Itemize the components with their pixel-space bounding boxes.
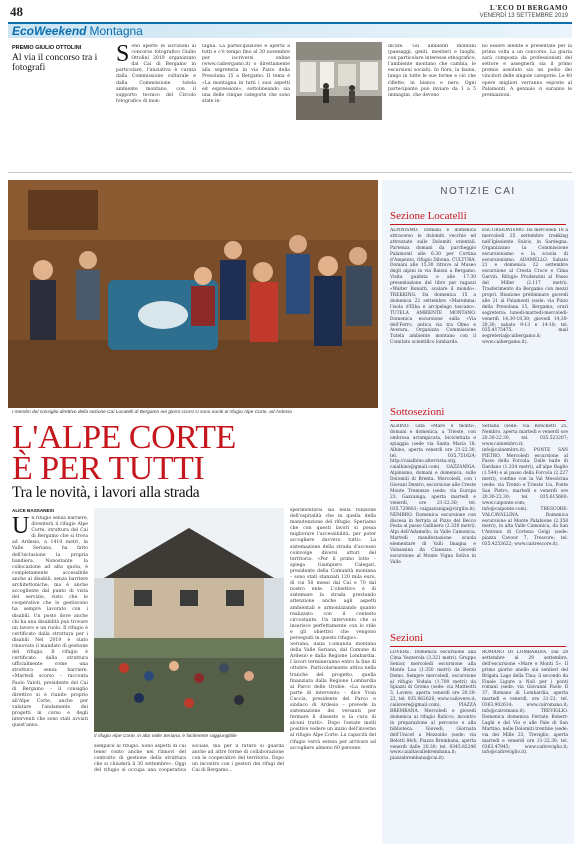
issue-date: VENERDÌ 13 SETTEMBRE 2019 bbox=[479, 13, 568, 19]
sidebar-sezioni-col1: LOVERE. Domenica escursione alla Cima Vezzerola (3.321 metri). Gruppo Senior, mercoledì escursione alla Monte Loa (1.350 metri) da Berzo Demo. Sempre mercoledì, escursione al rifugio Vodala (1.700 metri) da Spiazzi di Gromo (sede: via Matteotti 3, Lovere, aperta venerdì ore 20.30-22, tel. 035.962626; www.cailovere.it; cailovere@gmail.com). PIAZZA BREMBANA. Mercoledì e giovedì domenica ai rifugio Balicco, incontro in preparazione al percorso e alla biblioteca. Giovedì, Giornata dell'Unicef a Mezzoldo (sede: via Belotti 84/b, Piazza Brembana, aperta venerdì dalle 20.30; tel. 0345.82246 www.caialtavallebrembana.it; piazzabrembana@cai.it). bbox=[390, 650, 476, 762]
top-story-col4: no essere inedite e presentate per la prima volta a un concorso. La giuria sarà composta da professionisti del settore e assegnerà sia il primo premio assoluto sia un podio dei vincitori delle singole categorie. Le 40 opere migliori verranno esposte al Palamonti. A gennaio ci saranno le premiazioni. bbox=[482, 44, 572, 98]
masthead bbox=[480, 4, 568, 20]
main-story-col1-text: n rifugio senza barriere, diventerà il rifugio Alpe Corte, struttura del Cai di Bergamo che si trova ad Ardesio, a 1410 metri, in Valle Seriana, ha fatto dell'inclusione la propria bandiera. Nonostante la collocazione ad alta quota, è completamente accessibile anche ai disabili, senza barriere architettoniche, ma è anche accogliente dal punto di vista del servizio, visto che le cooperative che lo gestiscono ha sempre lavorato con i disabili. Un posto dove anche chi ha una disabilità può trovare un lavoro e un ruolo. Il rifugio è certificato dalla struttura per i disabili Nel 2019 è stato rinnovato il mandato di gestione del rifugio. Il rifugio è certificato dalla struttura ufficialmente come una struttura senza barriere. «Martedì scorso – racconta Paolo Valoti, presidente del Cai di Bergamo – il consiglio direttivo si è riunito proprio all'Alpe Corte, anche per valutare l'andamento dei progetti in corso e degli interventi che sono stati avviati quest'anno. bbox=[12, 516, 88, 729]
main-title bbox=[12, 419, 380, 487]
section-primary: EcoWeekend bbox=[12, 24, 87, 38]
sidebar-sezioni-col2: ROMANO DI LOMBARDIA. Dal 28 settembre al 29 settembre, dell'escursione «Mare e Monti 5». Il primo giorno anello sui sentieri del Brigata Lago della Tina; il secondo da Finale Ligure a Noli per i ponti romani (sede: via Giovanni Paolo II 37, Romano di Lombardia, aperta martedì e venerdì, ore 21-23, tel. 0363.902614; www.cairomano.it; info@cairomano.it). TREVIGLIO. Domenica domenica Ferrate Bobert-Laghi e del Vio e alle Pale di San Martino, nelle Dolomiti trentine (sede: via dei Mille 23, Treviglio, aperta martedì e venerdì ore 21-22.30; tel. 0363.47945; www.caitreviglio.it; info@caitreviglio.it). bbox=[482, 650, 568, 756]
sidebar-sottosezioni-col1: ALBINO. Gita «Mare e monti», domani e domenica, a Trieste, con ombrosa arrampicata, biciclettata e spiaggia (sede via Santa Maria 18, Albino, aperta venerdì ore 21-22.30, tel. 035.751624; http://caialbino.altervista.org, caialbino@gmail.com). GAZZANIGA. Alpinismo, domani e domenica, sulle Dolomiti di Brenta. Mercoledì, con i Giovani Dentro, escursione alle Creste Monte Tremezzo (sede: via Europa 23, Gazzaniga, aperta martedì e venerdì, ore 21-22.30; tel. 035.720661; caigazzaniga@virgilio.it). NEMBRO. Domenica escursione con discesa in ferrata al Pizzo del Becco Festa al passo Gallinera (2.320 metri). Alpi dell'Adamello, in Valle Camonica. Martedì manifestazione scuola elementare di Valli Imagna e Valsassina da Clanezzo. Giovedì escursione al Monte Vigna Soliva in Valle bbox=[390, 424, 476, 565]
sidebar-locatelli-col1: ALPINISMO. Domani e domenica attraverso le dolomiti vecchie ed attrezzate sulle Dolomiti orientali. Partenza domani da parcheggio Palamonti alle 6.30 per Cortina d'Ampezzo, rifugio Dibona. CULTURA. Domani alle 15.30 ritrovo al Museo degli alpini in via Baioni a Bergamo. Visita guidata e alle 17.30 presentazione del libro per ragazzi «Walter Bonatti, scalare il mondo». TREKKING. Da domenica 15 a domenica 22 settembre «Maremma: l'isola d'Elba e arcipelago toscano». TUTELA AMBIENTE MONTANO. Domenica escursione sulla «Via dell'Ferro, antica via tra Olmo e Averara. Organizza Commissione Tutela ambiente montano con il Comitato scientifico lombardo. bbox=[390, 228, 476, 346]
main-story-drop-cap: U bbox=[12, 516, 30, 539]
main-title-line1: L'ALPE CORTE bbox=[12, 419, 236, 456]
section-bar bbox=[8, 22, 572, 38]
main-subtitle: Tra le novità, i lavori alla strada bbox=[12, 484, 200, 501]
main-title-line2: È PER TUTTI bbox=[12, 450, 205, 487]
sidebar-sottosezioni-title: Sottosezioni bbox=[390, 406, 566, 421]
main-photo bbox=[8, 180, 378, 408]
sidebar-section-locatelli-title: Sezione Locatelli bbox=[390, 210, 566, 225]
sidebar-locatelli-col2: ESCURSIONISMO. Da mercoledì 18 a mercoledì 25 settembre trekking nell'Iglesiente Sulcis, in Sardegna. Organizzano la Commissione escursionismo e la scuola di escursionismo. ADAMELLO. Sabato 21 e domenica 22 settembre escursione al Cresta Croce e Cima Garvin. Rifugio Prudenzini al Passo del Miller (2.117 metri). Trasferimento da Bergamo con mezzi propri. Riunione preliminare giovedì alle 21 al Palamonti (sede: via Pizzo della Presolana 15, Bergamo; orari segreteria: lunedì-martedì-mercoledì-venerdì 14,30-18,30; giovedì 14,30-20,30; sabato 9-13 e 14-18; tel. 035.4175475, mail segreteria@caibergamo.it; www.caibergamo.it). bbox=[482, 228, 568, 346]
sidebar-header: NOTIZIE CAI bbox=[440, 186, 516, 197]
group-photo bbox=[8, 180, 378, 408]
top-story-col3: dicate. Gli ambienti montani (paesaggi, genti, mestieri e luoghi, con particolare interesse etnografico, l'ambiente montano che cambia, le escursioni sociali). In flora, la fauna, lungo in tutte le sue forme e ciò che riflette, in bianco e nero. Ogni partecipante può inviare da 1 a 5 immagini, che devono bbox=[388, 44, 476, 98]
hut-photo bbox=[94, 508, 284, 732]
top-story-kicker: PREMIO GIULIO OTTOLINI bbox=[12, 45, 82, 51]
main-story-col3: sperimentarsi sia nella funzione dell'ospitalità che in quella della manutenzione del rifugio. Speriamo che con questi lavori si possa migliorare l'accessibilità, per poter accogliere davvero tutti». La sistemazione della strada d'accesso coinvolge diversi attori del territorio. «Per il primo lotto – spiega Giampiero Calegari, presidente della Comunità montana – sono stati stanziati 120 mila euro, di cui 50 messi dal Cai e 70 dal nostro ente. L'obiettivo è di sistemare la strada prestando attenzione anche agli aspetti ambientali e armonizzando quanto realizzato con il contesto circostante. Un intervento che si inserisce perfettamente con lo stile e gli obiettivi che vengono perseguiti in questo rifugio». Seriana, dalla Comunità montana della Valle Seriana, dal Comune di Ardesio e dalla Regione Lombardia. I lavori termineranno entro la fine di ottobre. Particolarmente attiva nella tranche del progetto, quella finanziata dalla Regione Lombardia al Parco delle Orobie. «La nostra parte di intervento – dice Yvan Caccia, presidente del Parco e sindaco di Ardesio – prevede la sistemazione dei versanti per fermare il dissesto e la cura di alcuni tratti». Dopo l'estate molti positive vedere un inizio dell'inverno al rifugio Alpe Corte. La capacità del rifugio verrà estesa per arrivare ad accogliere almeno 60 persone. bbox=[290, 508, 376, 751]
byline: ALICE BASSANESI bbox=[12, 508, 54, 513]
top-story-col1-text: ono aperte le iscrizioni al concorso fotografico Giulio Ottolini 2019 organizzato dal Cai di Bergamo in particolare, l'iniziativa è curata dalla Commissione culturale e dalla Commissione tutela ambiente montano, con il supporto tecnico del Circolo fotografico di mon- bbox=[116, 44, 196, 104]
main-photo-caption: I membri del consiglio direttivo della sezione Cai Locatelli di Bergamo nei giorni scorsi si sono riuniti al rifugio Alpe Corte, ad Ardesio bbox=[12, 410, 292, 415]
top-story-drop-cap: S bbox=[116, 44, 130, 67]
page-number: 48 bbox=[10, 4, 23, 19]
sidebar-sottosezioni-col2: Seriana (sede: via Ronchetti 25, Nembro, aperta martedì e venerdì ore 20.30-22.30, tel. 035.523207; www.cainembro.it; info@cainembro.it). PONTE SAN PIETRO. Mercoledì escursione al Passo della Forcola. Dalle baite di Dardano (1.334 metri), all'alpe Baglio (1.544) e al passo della Forcola (2.227 metri), confine con la Val Mesolcina (sede: via Trento e Trieste 1/a, Ponte San Pietro, martedì e venerdì ore 20.30-22.30; tel. 035.615660; www.caiponte.com; info@caiponte.com). TRESCORE-VALCAVALLINA. Domenica escursione al Monte Palabione (2.358 metri), in alta Valle Camonica, da San t'Antonio di Corteno Golgi (sede: piazza Cavour 7, Trescore; tel. 035.4253622; www.caitrescore.it). bbox=[482, 424, 568, 548]
top-story-headline: Al via il concorso tra i fotografi bbox=[12, 53, 98, 73]
divider bbox=[8, 172, 572, 173]
main-story-col4: Seriana, dalla Comunità montana della Valle Seriana, dal Comune di Ardesio e dalla Regione Lombardia. I lavori termineranno entro la fine di ottobre. Particolarmente attiva nella tranche del progetto, quella finanziata dalla Regione Lombardia al Parco delle Orobie. «La nostra parte di intervento – dice Yvan Caccia, presidente del Parco e sindaco di Ardesio – prevede la sistemazione dei versanti per fermare il dissesto e la cura di alcuni tratti». Dopo l'estate molti positive vedere un inizio dell'inverno al rifugio Alpe Corte. La capacità del rifugio verrà estesa per arrivare ad accogliere almeno 60 persone. bbox=[290, 642, 376, 751]
lower-photo bbox=[94, 508, 284, 732]
top-story-col2: tagna. La partecipazione è aperta a tutti e c'è tempo fino al 30 novembre per iscriversi online (www.caibergamo.it) o direttamente alla segreteria in via Pizzo della Presolana 15 a Bergamo. Il tema è «La montagna in tutti i suoi aspetti ed espressioni», sottolineando sia una delle cinque categorie che sono state in- bbox=[202, 44, 290, 104]
newspaper-name: L'ECO DI BERGAMO bbox=[489, 4, 568, 12]
top-story-col1 bbox=[116, 44, 196, 166]
sidebar-sezioni-title: Sezioni bbox=[390, 632, 566, 647]
section-secondary: Montagna bbox=[89, 24, 143, 38]
main-story-col1 bbox=[12, 516, 88, 842]
exhibition-photo bbox=[296, 42, 382, 120]
main-story-col2: semplice al rifugio. Sono aspetti di cui tener conto anche nei rinnovi del contratto di gestione della struttura che si chiuderà il 30 settembre». Oggi del rifugio si occupa una cooperativa sociale, ma per il futuro si guarda anche ad altre forme di collaborazione con le cooperative del territorio. Dopo un incontro con i gestori dei rifugi del Cai di Bergamo... bbox=[94, 744, 284, 774]
top-story-photo bbox=[296, 42, 382, 120]
lower-photo-caption: Il rifugio Alpe Corte, in alta Valle Seriana, è facilmente raggiungibile bbox=[94, 734, 237, 739]
